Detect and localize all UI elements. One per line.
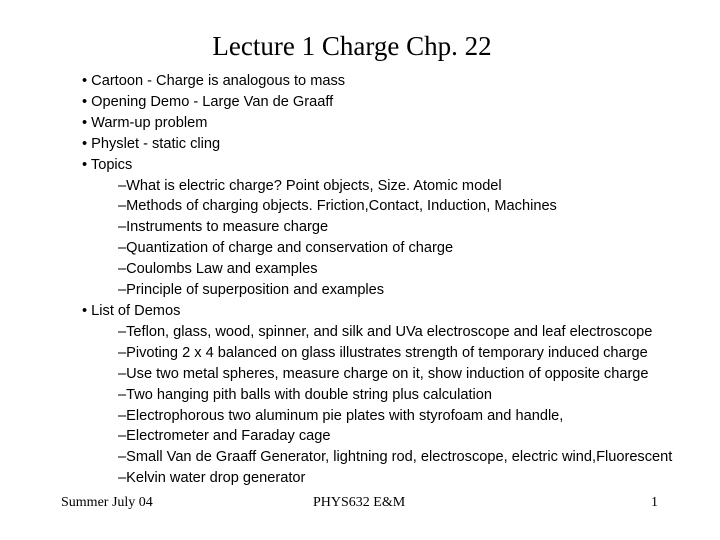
footer-course: PHYS632 E&M [313, 495, 406, 510]
sub-bullet-topic: –Methods of charging objects. Friction,Contact, Induction, Machines [118, 198, 557, 215]
bullet-cartoon: • Cartoon - Charge is analogous to mass [82, 73, 346, 89]
sub-bullet-demo: –Electrometer and Faraday cage [118, 428, 331, 445]
bullet-opening-demo: • Opening Demo - Large Van de Graaff [82, 93, 334, 110]
slide-title: Lecture 1 Charge Chp. 22 [212, 31, 492, 61]
sub-bullet-demo: –Electrophorous two aluminum pie plates with styrofoam and handle, [118, 407, 564, 424]
bullet-list-of-demos: • List of Demos [82, 302, 181, 319]
bullet-topics: • Topics [82, 156, 133, 173]
sub-bullet-topic: –Principle of superposition and examples [118, 282, 385, 299]
bullet-list [82, 71, 672, 489]
sub-bullet-demo: –Two hanging pith balls with double string plus calculation [118, 386, 492, 403]
sub-bullet-demo: –Teflon, glass, wood, spinner, and silk and UVa electroscope and leaf electroscope [118, 323, 653, 340]
sub-bullet-demo: –Use two metal spheres, measure charge on it, show induction of opposite charge [118, 365, 649, 382]
footer-date: Summer July 04 [61, 495, 153, 510]
sub-bullet-topic: –What is electric charge? Point objects, Size. Atomic model [118, 177, 502, 194]
sub-bullet-demo: –Small Van de Graaff Generator, lightning rod, electroscope, electric wind,Fluorescent [118, 449, 673, 466]
sub-bullet-topic: –Quantization of charge and conservation of charge [118, 240, 454, 257]
bullet-physlet: • Physlet - static cling [82, 135, 221, 152]
sub-bullet-topic: –Instruments to measure charge [118, 219, 329, 236]
slide-number: 1 [651, 495, 658, 510]
sub-bullet-topic: –Coulombs Law and examples [118, 261, 318, 278]
sub-bullet-demo: –Kelvin water drop generator [118, 470, 306, 487]
sub-bullet-demo: –Pivoting 2 x 4 balanced on glass illustrates strength of temporary induced charge [118, 344, 648, 361]
bullet-warm-up: • Warm-up problem [82, 114, 208, 131]
